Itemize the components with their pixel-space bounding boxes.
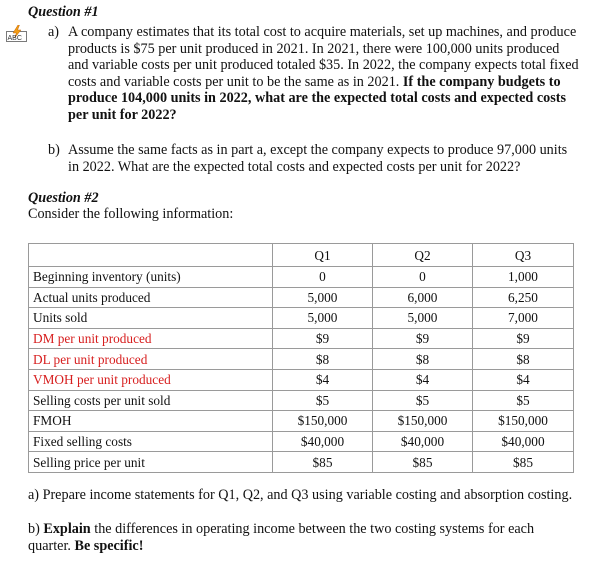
table-row [29, 411, 574, 432]
cell-q1: 0 [273, 267, 373, 288]
table-row [29, 452, 574, 473]
q2-part-b-line2-rest: quarter. [28, 537, 75, 554]
question-2-heading: Question #2 [28, 190, 99, 206]
q1-part-a-line-2: products is $75 per unit produced in 2021. In 2021, there were 100,000 units produced [68, 40, 560, 57]
q1-part-a-line-3: and variable costs per unit produced totaled $35. In 2022, the company expects total fixed [68, 57, 579, 74]
table-header-q2: Q2 [373, 244, 473, 267]
table-header-q1: Q1 [273, 244, 373, 267]
cell-q2: $40,000 [373, 431, 473, 452]
table-header-blank [29, 244, 273, 267]
cell-q3: 1,000 [473, 267, 574, 288]
q1-part-a-label: a) [48, 24, 60, 40]
row-label: Selling costs per unit sold [29, 390, 273, 411]
q1-part-a-bold-3: per unit for 2022? [68, 106, 177, 123]
cell-q2: 5,000 [373, 308, 473, 329]
cell-q3: $5 [473, 390, 574, 411]
cell-q2: $8 [373, 349, 473, 370]
cell-q3: $40,000 [473, 431, 574, 452]
cell-q3: $9 [473, 328, 574, 349]
q2-part-b-line-2 [28, 538, 608, 555]
cell-q1: $40,000 [273, 431, 373, 452]
cell-q3: $85 [473, 452, 574, 473]
cell-q2: $5 [373, 390, 473, 411]
q1-part-a-line-4-plain: costs and variable costs per unit to be the same as in 2021. [68, 73, 403, 90]
table-row [29, 328, 574, 349]
cost-data-table [28, 243, 574, 473]
table-header-q3: Q3 [473, 244, 574, 267]
q1-part-b-line-2: in 2022. What are the expected total costs and expected costs per unit for 2022? [68, 158, 521, 175]
q1-part-a-text [68, 24, 608, 124]
cell-q3: $150,000 [473, 411, 574, 432]
row-label: DM per unit produced [29, 328, 273, 349]
q1-part-a-bold-1: If the company budgets to [402, 73, 561, 90]
cell-q3: $4 [473, 369, 574, 390]
question-2-intro: Consider the following information: [28, 206, 234, 222]
cell-q1: 5,000 [273, 287, 373, 308]
row-label: Selling price per unit [29, 452, 273, 473]
q1-part-b-label: b) [48, 142, 60, 158]
cell-q3: $8 [473, 349, 574, 370]
row-label: Fixed selling costs [29, 431, 273, 452]
row-label: Units sold [29, 308, 273, 329]
cell-q2: $150,000 [373, 411, 473, 432]
cell-q2: $9 [373, 328, 473, 349]
q2-part-b-line2-bold: Be specific! [74, 537, 144, 554]
row-label: Actual units produced [29, 287, 273, 308]
cell-q1: $85 [273, 452, 373, 473]
table-header-row [29, 244, 574, 267]
cell-q1: 5,000 [273, 308, 373, 329]
question-1-heading: Question #1 [28, 4, 99, 20]
cell-q3: 7,000 [473, 308, 574, 329]
q1-part-a-line-6 [68, 107, 608, 124]
table-row [29, 267, 574, 288]
table-row [29, 308, 574, 329]
table-row [29, 390, 574, 411]
abc-icon-text: ABC [7, 35, 22, 42]
cell-q3: 6,250 [473, 287, 574, 308]
cell-q2: $85 [373, 452, 473, 473]
row-label: DL per unit produced [29, 349, 273, 370]
q2-part-b-line-1 [28, 521, 608, 538]
table-row [29, 349, 574, 370]
q2-part-b-prefix: b) [28, 521, 44, 537]
cell-q1: $150,000 [273, 411, 373, 432]
cell-q2: $4 [373, 369, 473, 390]
cell-q1: $9 [273, 328, 373, 349]
abc-icon[interactable] [6, 25, 27, 42]
cell-q1: $8 [273, 349, 373, 370]
row-label: VMOH per unit produced [29, 369, 273, 390]
cell-q1: $5 [273, 390, 373, 411]
table-row [29, 431, 574, 452]
q1-part-b-text [68, 142, 608, 175]
q1-part-b-line-1: Assume the same facts as in part a, except the company expects to produce 97,000 units [68, 142, 568, 158]
cell-q2: 0 [373, 267, 473, 288]
q1-part-a-line-5 [68, 90, 608, 107]
cell-q2: 6,000 [373, 287, 473, 308]
table-row [29, 287, 574, 308]
row-label: FMOH [29, 411, 273, 432]
row-label: Beginning inventory (units) [29, 267, 273, 288]
q1-part-a-line-4 [68, 74, 608, 91]
q2-part-b-bold: Explain [43, 521, 91, 537]
q1-part-a-line-1: A company estimates that its total cost to acquire materials, set up machines, and produce [68, 24, 577, 40]
q2-part-b [28, 521, 608, 554]
cell-q1: $4 [273, 369, 373, 390]
q2-part-b-rest: the differences in operating income between the two costing systems for each [90, 521, 535, 537]
q1-part-a-bold-2: produce 104,000 units in 2022, what are the expected total costs and expected costs [68, 90, 566, 107]
table-row [29, 369, 574, 390]
q2-part-a: a) Prepare income statements for Q1, Q2, and Q3 using variable costing and absorption costing. [28, 487, 573, 503]
